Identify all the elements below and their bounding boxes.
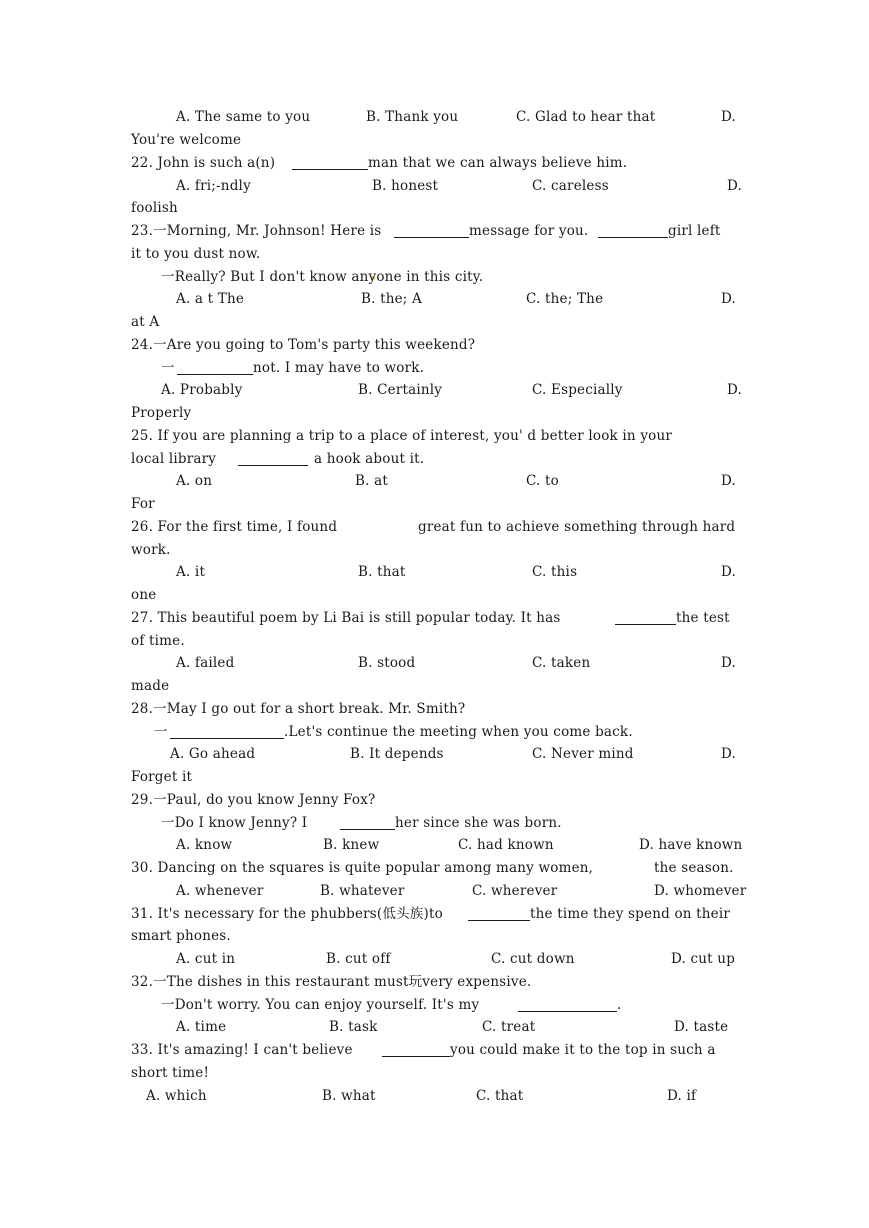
text-line: D. taste bbox=[674, 1019, 729, 1035]
text-line: B. Thank you bbox=[366, 109, 459, 125]
text-line: C. Glad to hear that bbox=[516, 109, 656, 125]
text-line: a hook about it. bbox=[314, 451, 425, 467]
text-line: 23.一Morning, Mr. Johnson! Here is bbox=[131, 223, 382, 239]
text-line: foolish bbox=[131, 200, 178, 216]
text-line: B. whatever bbox=[320, 883, 405, 899]
text-line: B. knew bbox=[323, 837, 380, 853]
text-line: A. Go ahead bbox=[170, 746, 256, 762]
text-line: girl left bbox=[668, 223, 721, 239]
text-line: C. careless bbox=[532, 178, 609, 194]
text-line: Properly bbox=[131, 405, 192, 421]
text-line: B. task bbox=[329, 1019, 378, 1035]
text-line: A. The same to you bbox=[176, 109, 311, 125]
text-line: it to you dust now. bbox=[131, 246, 261, 262]
text-line: B. what bbox=[322, 1088, 376, 1104]
text-line: For bbox=[131, 496, 155, 512]
text-line: 26. For the first time, I found bbox=[131, 519, 338, 535]
text-line: A. fri;-ndly bbox=[176, 178, 251, 194]
text-line: A. on bbox=[176, 473, 213, 489]
text-line: of time. bbox=[131, 633, 185, 649]
text-line: C. wherever bbox=[472, 883, 558, 899]
text-line: C. Especially bbox=[532, 382, 623, 398]
text-line: D. bbox=[721, 746, 737, 762]
text-line: the test bbox=[676, 610, 730, 626]
text-line: work. bbox=[131, 542, 171, 558]
answer-blank bbox=[340, 829, 395, 830]
text-line: D. bbox=[721, 564, 737, 580]
text-line: A. cut in bbox=[176, 951, 236, 967]
answer-blank bbox=[170, 738, 284, 739]
text-line: C. Never mind bbox=[532, 746, 634, 762]
text-line: 30. Dancing on the squares is quite popular among many women, bbox=[131, 860, 594, 876]
text-line: at A bbox=[131, 314, 160, 330]
text-line: B. It depends bbox=[350, 746, 444, 762]
text-line: D. whomever bbox=[654, 883, 747, 899]
answer-blank bbox=[394, 237, 469, 238]
text-line: C. the; The bbox=[526, 291, 604, 307]
text-line: D. bbox=[721, 655, 737, 671]
text-line: 29.一Paul, do you know Jenny Fox? bbox=[131, 792, 376, 808]
text-line: .Let's continue the meeting when you come back. bbox=[284, 724, 633, 740]
text-line: man that we can always believe him. bbox=[368, 155, 628, 171]
text-line: not. I may have to work. bbox=[253, 360, 425, 376]
text-line: B. that bbox=[358, 564, 406, 580]
text-line: D. cut up bbox=[671, 951, 736, 967]
text-line: . bbox=[617, 997, 622, 1013]
text-line: short time! bbox=[131, 1065, 210, 1081]
text-line: A. Probably bbox=[161, 382, 243, 398]
text-line: D. bbox=[721, 473, 737, 489]
text-line: the time they spend on their bbox=[530, 906, 731, 922]
answer-blank bbox=[615, 624, 676, 625]
text-line: A. whenever bbox=[176, 883, 264, 899]
text-line: her since she was born. bbox=[395, 815, 562, 831]
text-line: B. Certainly bbox=[358, 382, 443, 398]
text-line: C. had known bbox=[458, 837, 554, 853]
text-line: D. bbox=[727, 178, 743, 194]
text-line: B. honest bbox=[372, 178, 439, 194]
text-line: D. if bbox=[667, 1088, 697, 1104]
text-line: 一Don't worry. You can enjoy yourself. It's my bbox=[161, 997, 480, 1013]
answer-blank bbox=[238, 465, 308, 466]
text-line: great fun to achieve something through hard bbox=[418, 519, 736, 535]
text-line: 33. It's amazing! I can't believe bbox=[131, 1042, 353, 1058]
text-line: D. bbox=[721, 109, 737, 125]
text-line: 31. It's necessary for the phubbers(低头族)to bbox=[131, 906, 443, 922]
text-line: D. have known bbox=[639, 837, 743, 853]
text-line: Forget it bbox=[131, 769, 193, 785]
text-line: D. bbox=[721, 291, 737, 307]
text-line: 28.一May I go out for a short break. Mr. Smith? bbox=[131, 701, 466, 717]
text-line: C. to bbox=[526, 473, 559, 489]
text-line: C. cut down bbox=[491, 951, 575, 967]
answer-blank bbox=[518, 1011, 617, 1012]
text-line: A. it bbox=[176, 564, 206, 580]
text-line: A. failed bbox=[176, 655, 235, 671]
text-line: A. time bbox=[176, 1019, 227, 1035]
text-line: C. taken bbox=[532, 655, 591, 671]
text-line: C. that bbox=[476, 1088, 524, 1104]
text-line: A. which bbox=[146, 1088, 207, 1104]
text-line: 32.一The dishes in this restaurant must玩very expensive. bbox=[131, 974, 532, 990]
text-line: D. bbox=[727, 382, 743, 398]
text-line: C. treat bbox=[482, 1019, 536, 1035]
answer-blank bbox=[468, 920, 530, 921]
text-line: B. cut off bbox=[326, 951, 391, 967]
text-line: 一 bbox=[161, 360, 175, 376]
text-line: 27. This beautiful poem by Li Bai is still popular today. It has bbox=[131, 610, 561, 626]
text-line: 一Really? But I don't know anyone in this city. bbox=[161, 269, 484, 285]
text-line: 一 bbox=[154, 724, 168, 740]
answer-blank bbox=[382, 1056, 450, 1057]
text-line: made bbox=[131, 678, 170, 694]
text-line: 24.一Are you going to Tom's party this weekend? bbox=[131, 337, 476, 353]
text-line: A. know bbox=[176, 837, 233, 853]
text-line: message for you. bbox=[469, 223, 589, 239]
text-line: A. a t The bbox=[176, 291, 245, 307]
text-line: You're welcome bbox=[131, 132, 242, 148]
text-line: you could make it to the top in such a bbox=[450, 1042, 716, 1058]
answer-blank bbox=[598, 237, 668, 238]
text-line: B. stood bbox=[358, 655, 416, 671]
answer-blank bbox=[177, 374, 253, 375]
text-line: 一Do I know Jenny? I bbox=[161, 815, 308, 831]
text-line: the season. bbox=[654, 860, 734, 876]
text-line: smart phones. bbox=[131, 928, 231, 944]
answer-blank bbox=[292, 169, 368, 170]
text-line: local library bbox=[131, 451, 217, 467]
text-line: 25. If you are planning a trip to a place of interest, you' d better look in your bbox=[131, 428, 673, 444]
text-line: C. this bbox=[532, 564, 578, 580]
text-line: B. the; A bbox=[361, 291, 423, 307]
text-line: B. at bbox=[355, 473, 388, 489]
text-line: one bbox=[131, 587, 157, 603]
text-line: 22. John is such a(n) bbox=[131, 155, 276, 171]
